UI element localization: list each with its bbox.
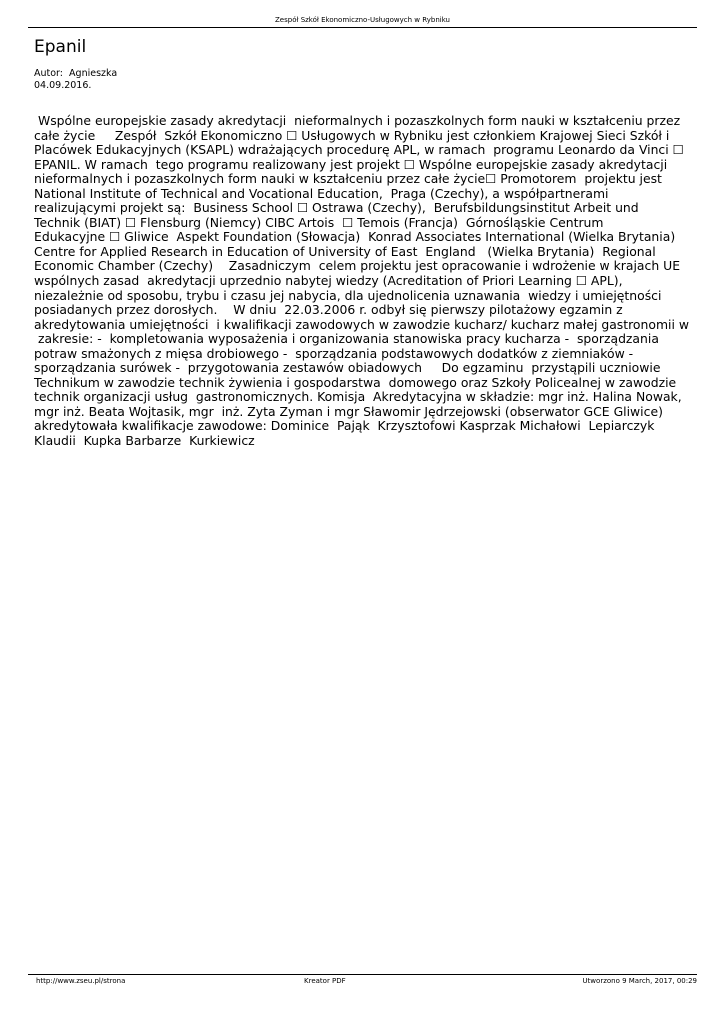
body-line: Placówek Edukacyjnych (KSAPL) wdrażających procedurę APL, w ramach programu Leonardo da Vinci ☐	[34, 142, 684, 158]
body-line: Technikum w zawodzie technik żywienia i gospodarstwa domowego oraz Szkoły Policealnej w zawodzie	[34, 374, 677, 390]
footer-generator: Kreator PDF	[304, 977, 346, 985]
article-author: Autor: Agnieszka	[34, 68, 118, 79]
body-line: technik organizacji usług gastronomicznych. Komisja Akredytacyjna w składzie: mgr inż. Halina Nowak,	[34, 389, 682, 405]
body-line: sporządzania surówek - przygotowania zestawów obiadowych Do egzaminu przystąpili uczniowie	[34, 360, 661, 376]
body-line: Klaudii Kupka Barbarze Kurkiewicz	[34, 433, 255, 449]
body-line: akredytowała kwalifikacje zawodowe: Dominice Pająk Krzysztofowi Kasprzak Michałowi Lepiarczyk	[34, 418, 655, 434]
body-line: Wspólne europejskie zasady akredytacji nieformalnych i pozaszkolnych form nauki w kształceniu przez	[34, 113, 681, 128]
footer-url: http://www.zseu.pl/strona	[36, 977, 126, 985]
body-line: posiadanych przez dorosłych. W dniu 22.03.2006 r. odbył się pierwszy pilotażowy egzamin z	[34, 302, 623, 318]
article-date: 04.09.2016.	[34, 80, 92, 91]
body-line: zakresie: - kompletowania wyposażenia i organizowania stanowiska pracy kucharza - sporządzania	[34, 331, 659, 347]
footer-created: Utworzono 9 March, 2017, 00:29	[582, 977, 697, 985]
article-meta	[34, 68, 117, 92]
body-line: nieformalnych i pozaszkolnych form nauki w kształceniu przez całe życie☐ Promotorem projektu jest	[34, 171, 662, 187]
body-line: Centre for Applied Research in Education of University of East England (Wielka Brytania) Regional	[34, 243, 656, 259]
body-line: Technik (BIAT) ☐ Flensburg (Niemcy) CIBC Artois ☐ Temois (Francja) Górnośląskie Centrum	[34, 214, 604, 230]
body-line: realizującymi projekt są: Business School ☐ Ostrawa (Czechy), Berufsbildungsinstitut Arbeit und	[34, 200, 639, 216]
article-title: Epanil	[34, 37, 87, 57]
body-line: akredytowania umiejętności i kwalifikacji zawodowych w zawodzie kucharz/ kucharz małej gastronomii w	[34, 316, 689, 332]
body-line: całe życie Zespół Szkół Ekonomiczno ☐ Usługowych w Rybniku jest członkiem Krajowej Sieci Szkół i	[34, 127, 670, 143]
header-divider	[28, 27, 697, 28]
body-line: potraw smażonych z mięsa drobiowego - sporządzania podstawowych dodatków z ziemniaków -	[34, 345, 634, 361]
body-line: EPANIL. W ramach tego programu realizowany jest projekt ☐ Wspólne europejskie zasady akredytacji	[34, 156, 668, 172]
body-line: mgr inż. Beata Wojtasik, mgr inż. Zyta Zyman i mgr Sławomir Jędrzejowski (obserwator GCE Gliwice)	[34, 403, 663, 419]
body-line: National Institute of Technical and Vocational Education, Praga (Czechy), a współpartnerami	[34, 185, 609, 201]
article-body	[34, 114, 694, 449]
body-line: Economic Chamber (Czechy) Zasadniczym celem projektu jest opracowanie i wdrożenie w krajach UE	[34, 258, 681, 274]
body-line: Edukacyjne ☐ Gliwice Aspekt Foundation (Słowacja) Konrad Associates International (Wielka Brytania)	[34, 229, 676, 245]
page-header: Zespół Szkół Ekonomiczno-Usługowych w Rybniku	[275, 16, 450, 24]
body-line: niezależnie od sposobu, trybu i czasu jej nabycia, dla ujednolicenia uznawania wiedzy i umiejętności	[34, 287, 662, 303]
footer-divider	[28, 974, 697, 975]
body-line: wspólnych zasad akredytacji uprzednio nabytej wiedzy (Acreditation of Priori Learning ☐ APL),	[34, 273, 623, 289]
